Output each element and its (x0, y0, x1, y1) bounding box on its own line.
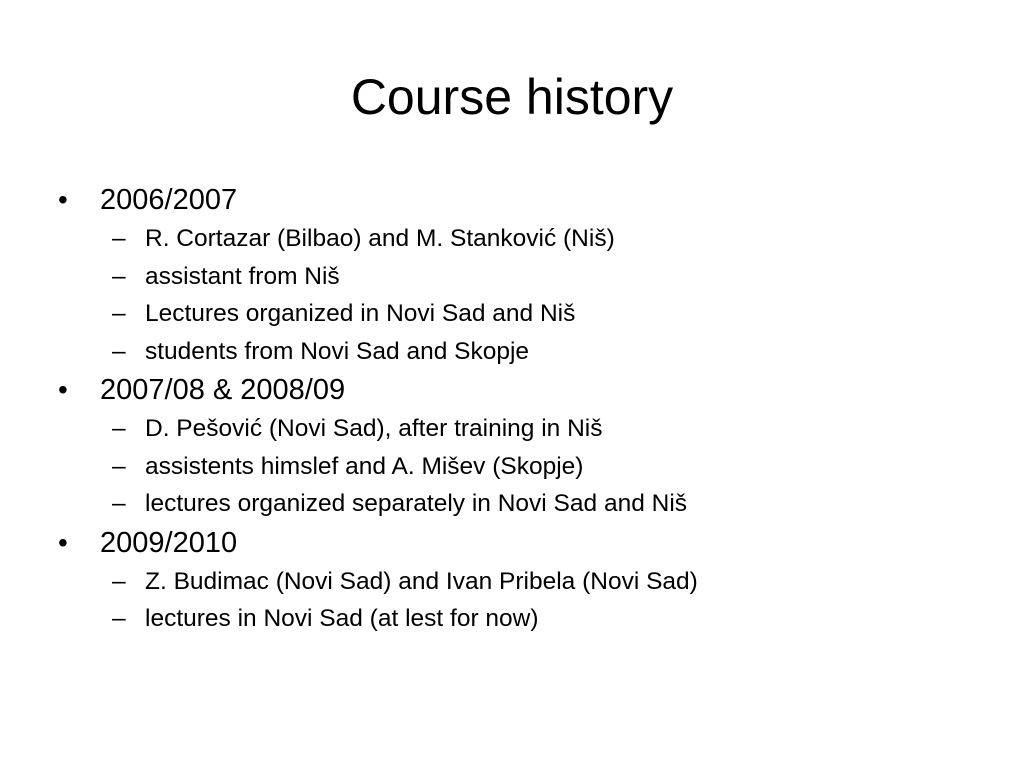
sub-item (0, 600, 1024, 638)
dash-icon: – (112, 415, 126, 442)
dash-icon: – (112, 225, 126, 252)
dash-icon: – (112, 300, 126, 327)
bullet-item (0, 180, 1024, 220)
slide-title: Course history (350, 69, 674, 125)
dash-icon: – (112, 605, 126, 632)
sub-item (0, 410, 1024, 448)
dash-icon: – (112, 567, 126, 595)
bullet-icon: • (58, 374, 68, 405)
sub-item-text: lectures organized separately in Novi Sad and Niš (145, 490, 688, 517)
bullet-item (0, 370, 1024, 410)
sub-item-text: D. Pešović (Novi Sad), after training in Niš (145, 415, 603, 442)
sub-item-text: Lectures organized in Novi Sad and Niš (145, 300, 576, 327)
bullet-label: 2007/08 & 2008/09 (100, 374, 346, 406)
dash-icon: – (112, 337, 126, 365)
sub-item (0, 485, 1024, 523)
slide-body (0, 180, 1024, 638)
sub-item (0, 295, 1024, 333)
dash-icon: – (112, 262, 126, 290)
sub-item (0, 333, 1024, 371)
sub-item-text: lectures in Novi Sad (at lest for now) (145, 605, 539, 632)
dash-icon: – (112, 490, 126, 517)
sub-item (0, 448, 1024, 486)
bullet-item (0, 523, 1024, 563)
bullet-label: 2009/2010 (100, 526, 238, 559)
sub-item-text: students from Novi Sad and Skopje (145, 337, 530, 365)
sub-item-text: assistents himslef and A. Mišev (Skopje) (145, 452, 584, 480)
dash-icon: – (112, 452, 126, 480)
bullet-label: 2006/2007 (100, 184, 238, 216)
sub-item (0, 258, 1024, 296)
sub-item-text: assistant from Niš (145, 262, 340, 290)
sub-item-text: R. Cortazar (Bilbao) and M. Stanković (Niš) (145, 225, 615, 252)
sub-item-text: Z. Budimac (Novi Sad) and Ivan Pribela (Novi Sad) (145, 567, 698, 595)
sub-item (0, 563, 1024, 601)
bullet-icon: • (58, 526, 68, 558)
bullet-icon: • (58, 184, 68, 215)
sub-item (0, 220, 1024, 258)
